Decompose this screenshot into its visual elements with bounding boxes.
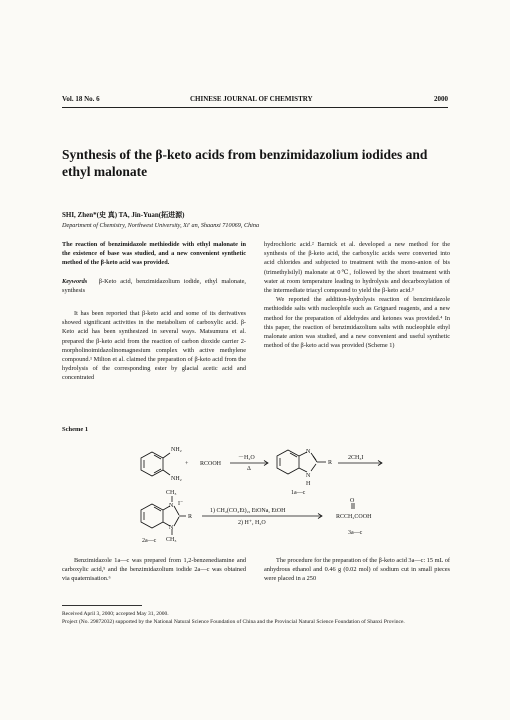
running-header bbox=[62, 95, 448, 107]
compound-1-label: 1a—c bbox=[291, 490, 306, 496]
body-paragraph-1: hydrochloric acid.² Barnick et al. developed a new method for the synthesis of the β-keto acid, the carboxylic acids were converted into acid chlorides and subjected to treatment with the mono-anion of bis (trimethylsilyl) malonate at 0℃, followed by the short treatment with water at room temperature leading to hydrolysis and decarboxylation of the intermediate triacyl compound to yield the β-keto acid.³ bbox=[264, 241, 450, 295]
keywords-label: Keywords bbox=[62, 277, 88, 285]
imidazole-nitrogen-bottom: N bbox=[306, 473, 311, 479]
article-title: Synthesis of the β-keto acids from benzimidazolium iodides and ethyl malonate bbox=[62, 147, 428, 179]
step1-reagent: －H₂O bbox=[238, 455, 255, 461]
left-column bbox=[62, 240, 246, 383]
methyl-bottom: CH₃ bbox=[166, 537, 177, 543]
keywords-text: β-Keto acid, benzimidazolium iodide, ethyl malonate, synthesis bbox=[62, 277, 246, 294]
carboxylic-acid: RCOOH bbox=[200, 461, 222, 467]
plus-sign: + bbox=[185, 461, 189, 467]
scheme-label: Scheme 1 bbox=[62, 426, 89, 433]
body-paragraph-2: We reported the addition-hydrolysis reaction of benzimidazole methiodide salts with nucleophile such as Grignard reagents, and a new method for the preparation of aldehydes and ketones was provided.⁴ In this paper, the reaction of benzimidazolium salts with nucleophile ethyl malonate anion was studied, and a new convenient and useful synthetic method of the β-keto acid was provided (Scheme 1) bbox=[264, 296, 450, 350]
right-column bbox=[264, 240, 450, 350]
affiliation: Department of Chemistry, Northwest University, Xi' an, Shaanxi 710069, China bbox=[62, 222, 260, 229]
imidazole-nitrogen-top: N bbox=[306, 449, 311, 455]
footnotes bbox=[62, 610, 450, 626]
quaternary-nitrogen: N bbox=[169, 503, 174, 509]
footnote-rule bbox=[62, 605, 142, 606]
header-rule bbox=[62, 107, 448, 108]
imidazolium-nitrogen-bottom: N bbox=[169, 525, 174, 531]
carbonyl-oxygen: O bbox=[350, 498, 355, 504]
bottom-right-paragraph: The procedure for the preparation of the β-keto acid 3a—c: 15 mL of anhydrous ethanol and 0.46 g (0.02 mol) of sodium cut in small pieces were placed in a 250 bbox=[264, 557, 450, 583]
received-date: Received April 3, 2000; accepted May 31, 2000. bbox=[62, 611, 169, 617]
journal-name: CHINESE JOURNAL OF CHEMISTRY bbox=[190, 95, 313, 103]
introduction-paragraph: It has been reported that β-keto acid and some of its derivatives showed significant activities in the metabolism of carboxylic acid. β-Keto acid has been synthesized in several ways. Matsumura et al. prepared the β-keto acid from the reaction of carbon dioxide carrier 2-morpholinoimidazolinomagnesium complex with active methylene compound.¹ Milton et al. claimed the preparation of β-keto acid from the hydrolysis of the corresponding ester by glacial acetic acid and concentrated bbox=[62, 310, 246, 382]
bottom-left-paragraph: Benzimidazole 1a—c was prepared from 1,2-benzenediamine and carboxylic acid,⁵ and the benzimidazolium iodide 2a—c was obtained via quaternisation.⁶ bbox=[62, 557, 246, 583]
iodide-counterion: I⁻ bbox=[178, 501, 184, 507]
publication-year: 2000 bbox=[434, 95, 448, 103]
substituent-r2: R bbox=[188, 514, 193, 520]
amine-group-top: NH₂ bbox=[171, 447, 182, 453]
nh-hydrogen: H bbox=[306, 481, 311, 487]
methyl-top: CH₃ bbox=[166, 490, 177, 496]
substituent-r1: R bbox=[328, 460, 333, 466]
compound-3-label: 3a—c bbox=[348, 530, 363, 536]
beta-keto-acid-product: RCCH₂COOH bbox=[336, 514, 372, 520]
volume-number: Vol. 18 No. 6 bbox=[62, 95, 100, 103]
author-list: SHI, Zhen*(史 真) TA, Jin-Yuan(拓进源) bbox=[62, 211, 185, 219]
compound-2-label: 2a—c bbox=[142, 538, 157, 544]
step1-condition: Δ bbox=[247, 466, 251, 472]
step3-reagent-2: 2) H⁺, H₂O bbox=[238, 520, 266, 526]
amine-group-bottom: NH₂ bbox=[171, 476, 182, 482]
step2-reagent: 2CH₃I bbox=[348, 455, 364, 461]
abstract: The reaction of benzimidazole methiodide with ethyl malonate in the existence of base was studied, and a new convenient synthetic method of the β-keto acid was provided. bbox=[62, 241, 246, 267]
step3-reagent-1: 1) CH₂(CO₂Et)₂, EtONa, EtOH bbox=[210, 508, 286, 514]
keywords bbox=[62, 277, 246, 295]
project-funding: Project (No. 29872032) supported by the National Natural Science Foundation of China and the Provincial Natural Science Foundation of Shanxi Province. bbox=[62, 619, 405, 625]
